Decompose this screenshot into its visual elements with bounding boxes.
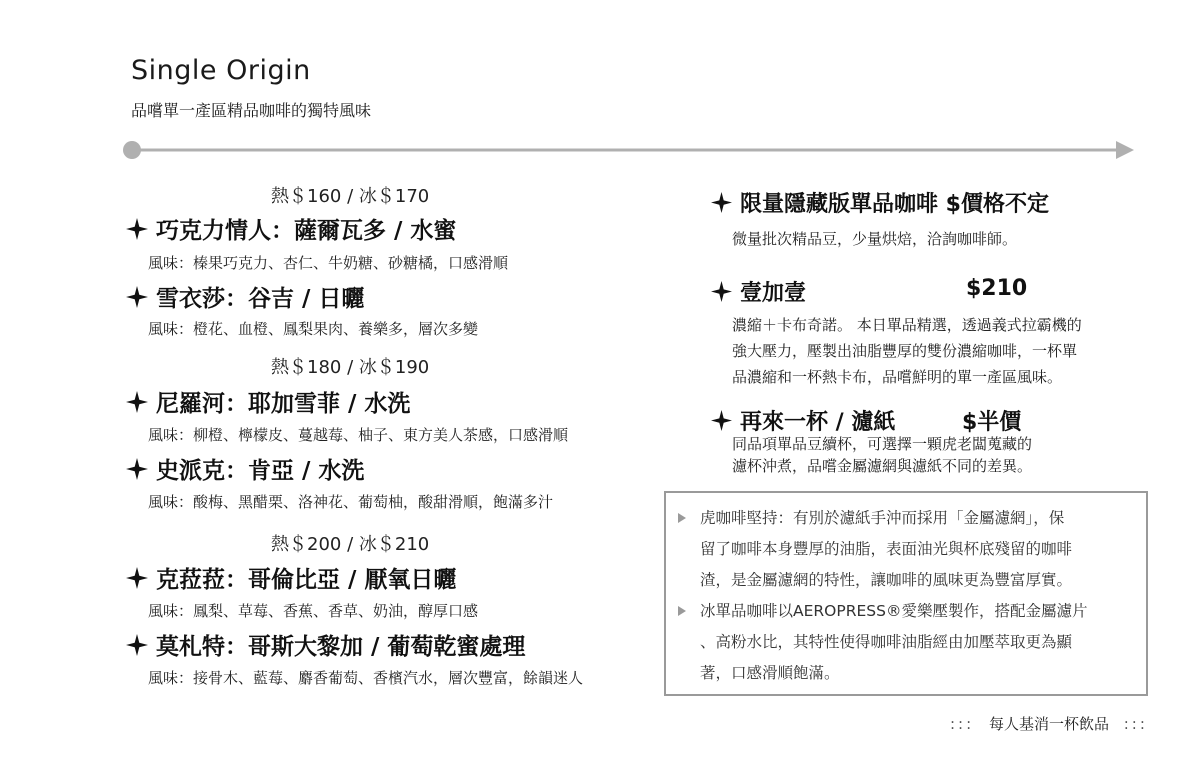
four-point-star-icon: [126, 286, 148, 308]
triangle-right-icon: [678, 513, 686, 523]
special-item-price: $半價: [962, 410, 1022, 435]
menu-item-name: 莫札特：哥斯大黎加 / 葡萄乾蜜處理: [156, 634, 526, 660]
desc-line: 微量批次精品豆，少量烘焙，洽詢咖啡師。: [732, 230, 1018, 248]
special-item-2: [711, 276, 806, 307]
note-text: [700, 596, 1140, 689]
menu-item-flavor: 風味：榛果巧克力、杏仁、牛奶糖、砂糖橘，口感滑順: [148, 254, 509, 272]
menu-item-2: [126, 280, 364, 313]
desc-line: 濾杯沖煮，品嚐金屬濾網與濾紙不同的差異。: [732, 457, 1033, 475]
menu-item-5: [126, 561, 456, 594]
four-point-star-icon: [711, 410, 732, 431]
note-line: 著，口感滑順飽滿。: [700, 664, 840, 682]
menu-item-3: [126, 385, 410, 418]
menu-item-flavor: 風味：鳳梨、草莓、香蕉、香草、奶油，醇厚口感: [148, 602, 479, 620]
price-tier-3: 熱＄200 / 冰＄210: [271, 534, 430, 555]
page-subtitle: 品嚐單一產區精品咖啡的獨特風味: [131, 101, 372, 120]
page-title: Single Origin: [131, 55, 311, 86]
footer-text: 每人基消一杯飲品: [988, 715, 1109, 733]
four-point-star-icon: [711, 192, 732, 213]
menu-item-name: 史派克：肯亞 / 水洗: [156, 458, 365, 484]
special-item-name: 限量隱藏版單品咖啡 $價格不定: [740, 192, 1049, 217]
timeline-arrow-icon: [1116, 141, 1134, 159]
special-item-1: [711, 187, 1049, 218]
four-point-star-icon: [126, 567, 148, 589]
note-line: 虎咖啡堅持：有別於濾紙手沖而採用「金屬濾網」，保: [700, 509, 1065, 527]
notes-box: [664, 491, 1148, 696]
menu-item-1: [126, 212, 456, 245]
menu-item-flavor: 風味：柳橙、檸檬皮、蔓越莓、柚子、東方美人茶感，口感滑順: [148, 426, 569, 444]
footer-dots-left: :::: [950, 715, 975, 733]
price-tier-1: 熱＄160 / 冰＄170: [271, 186, 430, 207]
special-item-desc: [732, 433, 1032, 477]
desc-line: 品濃縮和一杯熱卡布，品嚐鮮明的單一產區風味。: [732, 368, 1063, 386]
triangle-right-icon: [678, 606, 686, 616]
note-1: [678, 503, 1140, 596]
note-line: 冰單品咖啡以AEROPRESS®愛樂壓製作，搭配金屬濾片: [700, 602, 1088, 620]
menu-item-4: [126, 452, 364, 485]
special-item-3: [711, 405, 895, 436]
note-line: 留了咖啡本身豐厚的油脂，表面油光與杯底殘留的咖啡: [700, 540, 1073, 558]
four-point-star-icon: [126, 634, 148, 656]
four-point-star-icon: [126, 458, 148, 480]
menu-item-flavor: 風味：接骨木、藍莓、麝香葡萄、香檳汽水，層次豐富，餘韻迷人: [148, 669, 584, 687]
menu-item-name: 雪衣莎：谷吉 / 日曬: [156, 286, 365, 312]
special-item-desc: [732, 312, 1082, 390]
note-line: 渣，是金屬濾網的特性，讓咖啡的風味更為豐富厚實。: [700, 571, 1073, 589]
desc-line: 強大壓力，壓製出油脂豐厚的雙份濃縮咖啡，一杯單: [732, 342, 1078, 360]
menu-item-flavor: 風味：酸梅、黑醋栗、洛神花、葡萄柚，酸甜滑順，飽滿多汁: [148, 493, 554, 511]
special-item-name: 再來一杯 / 濾紙: [740, 410, 896, 435]
special-item-name: 壹加壹: [740, 281, 807, 306]
special-item-price: $210: [966, 276, 1028, 301]
menu-item-name: 巧克力情人：薩爾瓦多 / 水蜜: [156, 218, 457, 244]
menu-item-flavor: 風味：橙花、血橙、鳳梨果肉、養樂多，層次多變: [148, 320, 479, 338]
price-tier-2: 熱＄180 / 冰＄190: [271, 357, 430, 378]
four-point-star-icon: [711, 281, 732, 302]
four-point-star-icon: [126, 218, 148, 240]
note-text: [700, 503, 1140, 596]
four-point-star-icon: [126, 391, 148, 413]
desc-line: 同品項單品豆續杯，可選擇一顆虎老闆蒐藏的: [732, 435, 1033, 453]
footer-dots-right: :::: [1123, 715, 1148, 733]
menu-item-6: [126, 628, 525, 661]
timeline-divider: [122, 138, 1137, 162]
note-2: [678, 596, 1140, 689]
note-line: 、高粉水比，其特性使得咖啡油脂經由加壓萃取更為顯: [700, 633, 1073, 651]
desc-line: 濃縮＋卡布奇諾。 本日單品精選，透過義式拉霸機的: [732, 316, 1082, 334]
special-item-desc: [732, 226, 1017, 252]
footer-note: [950, 713, 1148, 734]
menu-item-name: 克菈菈：哥倫比亞 / 厭氧日曬: [156, 567, 457, 593]
menu-item-name: 尼羅河：耶加雪菲 / 水洗: [156, 391, 411, 417]
